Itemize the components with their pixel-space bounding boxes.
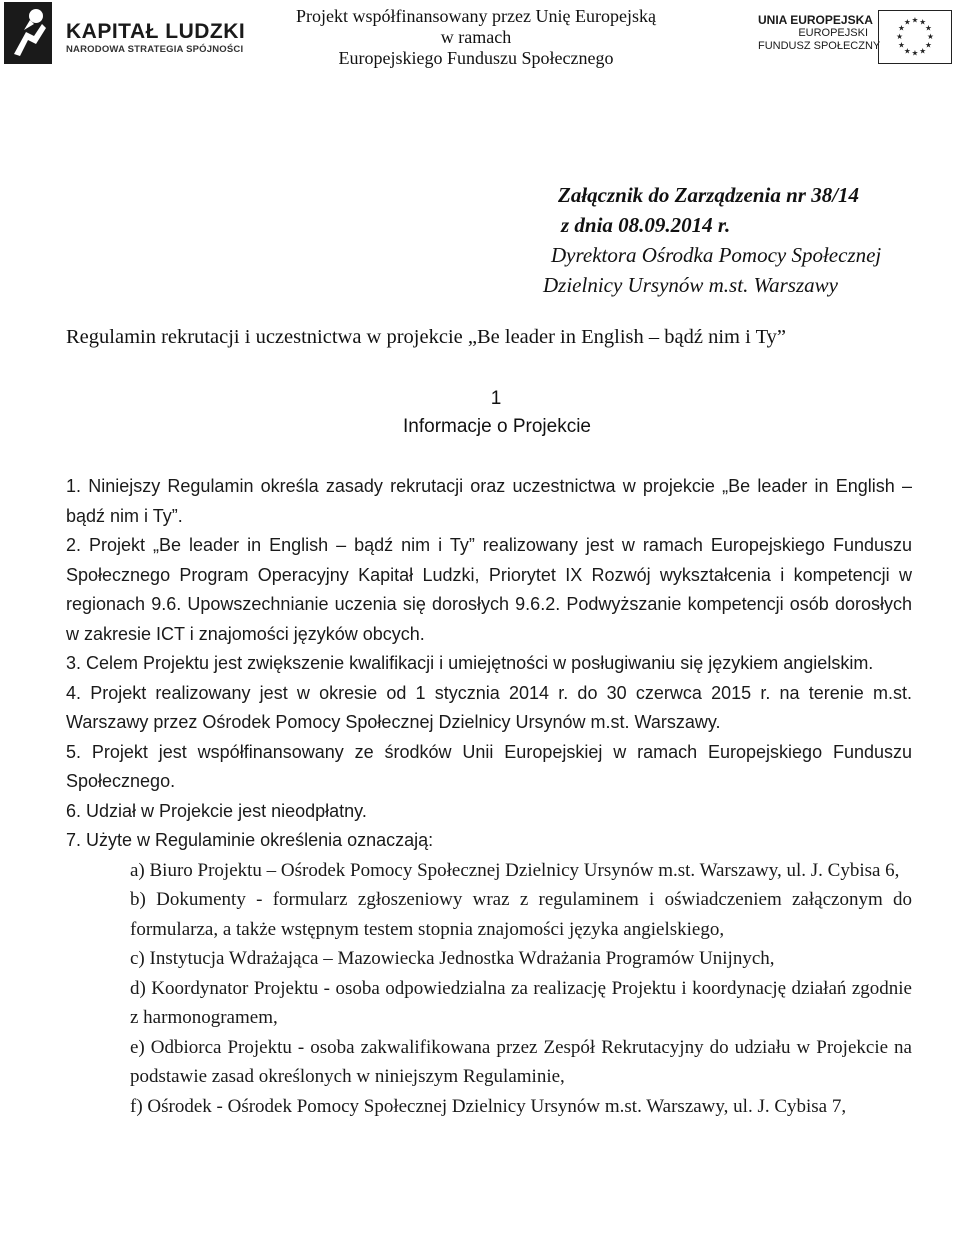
eu-logo (758, 8, 958, 68)
definition-item: c) Instytucja Wdrażająca – Mazowiecka Jednostka Wdrażania Programów Unijnych, (130, 948, 775, 969)
definition-item: d) Koordynator Projektu - osoba odpowiedzialna za realizację Projektu i koordynację działań zgodnie z harmonogramem, (130, 977, 912, 1028)
document-body (66, 472, 912, 1121)
paragraph: 4. Projekt realizowany jest w okresie od 1 stycznia 2014 r. do 30 czerwca 2015 r. na terenie m.st. Warszawy przez Ośrodek Pomocy Społecznej Dzielnicy Ursynów m.st. Warszawy. (66, 682, 912, 732)
cofinance-line-2: w ramach (440, 27, 512, 47)
section-number: 1 (490, 388, 502, 409)
definition-item: e) Odbiorca Projektu - osoba zakwalifikowana przez Zespół Rekrutacyjny do udziału w Projekcie na podstawie zasad określonych w niniejszym Regulaminie, (130, 1036, 912, 1087)
svg-text:★: ★ (903, 17, 911, 27)
svg-text:★: ★ (898, 23, 905, 33)
svg-text:★: ★ (903, 46, 911, 56)
eu-flag-icon (878, 10, 952, 64)
svg-text:★: ★ (925, 40, 932, 50)
eu-line-2: EUROPEJSKI (798, 27, 868, 39)
paragraph: 1. Niniejszy Regulamin określa zasady rekrutacji oraz uczestnictwa w projekcie „Be leader in English – bądź nim i Ty”. (66, 476, 912, 526)
definition-item: a) Biuro Projektu – Ośrodek Pomocy Społecznej Dzielnicy Ursynów m.st. Warszawy, ul. J. Cybisa 6, (130, 859, 900, 881)
annex-line-3: Dyrektora Ośrodka Pomocy Społecznej (551, 243, 882, 267)
document-title: Regulamin rekrutacji i uczestnictwa w projekcie „Be leader in English – bądź nim i Ty” (66, 326, 787, 348)
eu-line-1: UNIA EUROPEJSKA (758, 13, 873, 27)
eu-logo-text (758, 13, 881, 53)
svg-text:★: ★ (911, 15, 919, 25)
annex-line-2: z dnia 08.09.2014 r. (561, 213, 731, 237)
section-title: Informacje o Projekcie (403, 416, 591, 437)
svg-text:★: ★ (925, 23, 932, 33)
kapital-ludzki-emblem-icon (4, 2, 52, 64)
paragraph: 2. Projekt „Be leader in English – bądź nim i Ty” realizowany jest w ramach Europejskiego Funduszu Społecznego Program Operacyjny Kapitał Ludzki, Priorytet IX Rozwój wykształcenia i kompetencji w regionach 9.6. Upowszechnianie uczenia się dorosłych 9.6.2. Podwyższanie kompetencji osób dorosłych w zakresie ICT i znajomości języków obcych. (66, 535, 912, 644)
svg-text:★: ★ (896, 31, 904, 41)
paragraph: 3. Celem Projektu jest zwiększenie kwalifikacji i umiejętności w posługiwaniu się językiem angielskim. (66, 653, 874, 673)
kl-logo-subtitle: NARODOWA STRATEGIA SPÓJNOŚCI (66, 44, 244, 55)
cofinance-line-3: Europejskiego Funduszu Społecznego (338, 48, 614, 68)
kl-logo-title: KAPITAŁ LUDZKI (66, 20, 246, 43)
cofinance-line-1: Projekt współfinansowany przez Unię Europejską (296, 6, 656, 26)
page-header (0, 0, 960, 80)
kapital-ludzki-logo (4, 2, 246, 64)
svg-text:★: ★ (919, 17, 927, 27)
annex-line-4: Dzielnicy Ursynów m.st. Warszawy (543, 273, 838, 297)
cofinance-notice (290, 6, 662, 69)
svg-text:★: ★ (898, 40, 905, 50)
svg-text:★: ★ (919, 46, 927, 56)
paragraph: 5. Projekt jest współfinansowany ze środków Unii Europejskiej w ramach Europejskiego Funduszu Społecznego. (66, 741, 912, 791)
paragraph: 7. Użyte w Regulaminie określenia oznaczają: (66, 830, 434, 850)
svg-text:★: ★ (911, 48, 919, 58)
eu-line-3: FUNDUSZ SPOŁECZNY (758, 40, 881, 52)
svg-text:★: ★ (926, 31, 934, 41)
definition-item: b) Dokumenty - formularz zgłoszeniowy wraz z regulaminem i oświadczeniem załączonym do formularza, a także wstępnym testem stopnia znajomości języka angielskiego, (130, 889, 912, 940)
annex-line-1: Załącznik do Zarządzenia nr 38/14 (558, 183, 860, 207)
paragraph: 6. Udział w Projekcie jest nieodpłatny. (66, 800, 367, 821)
definition-item: f) Ośrodek - Ośrodek Pomocy Społecznej Dzielnicy Ursynów m.st. Warszawy, ul. J. Cybisa 7, (130, 1095, 847, 1117)
